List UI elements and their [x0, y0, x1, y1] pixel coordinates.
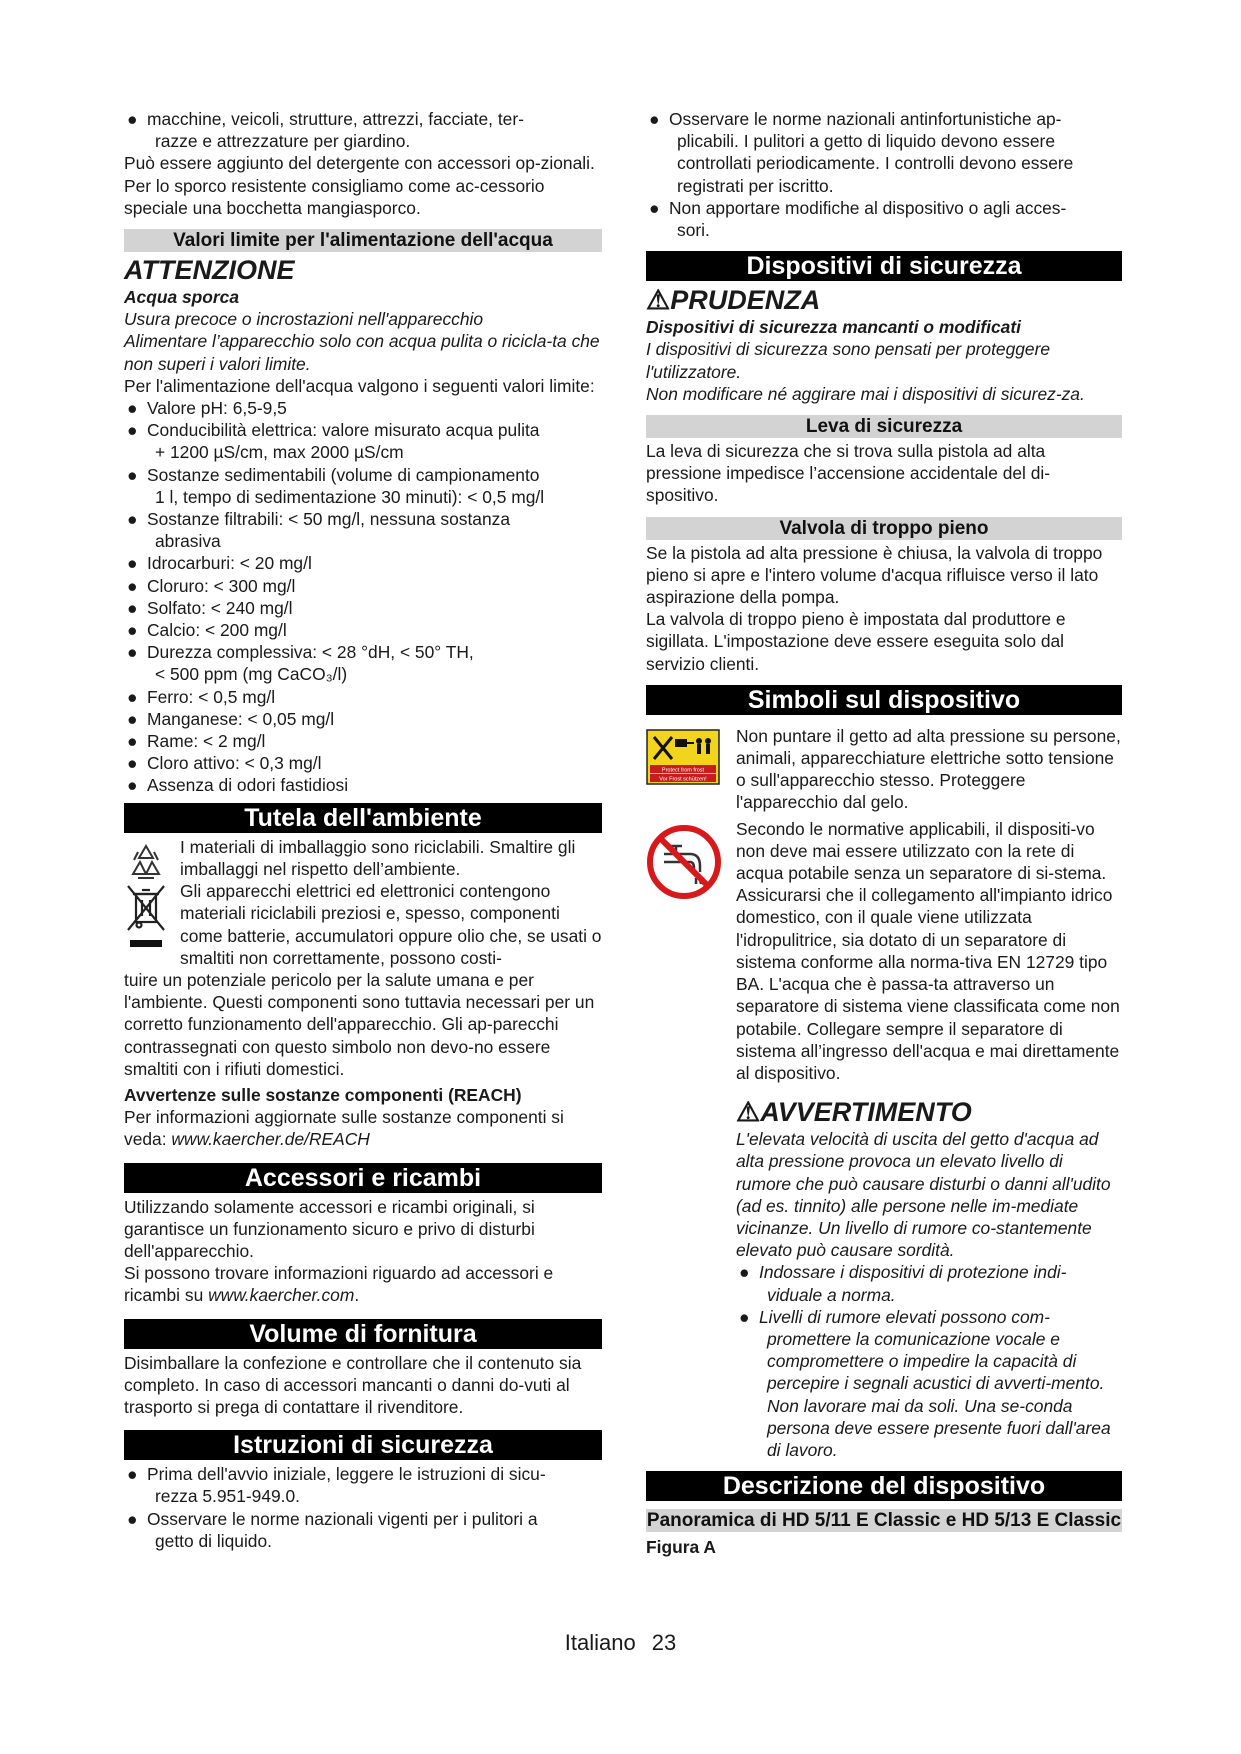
bullet-icon: ● [127, 1508, 138, 1529]
intro-list [124, 108, 602, 152]
bullet-icon: ● [649, 197, 660, 218]
accessories-text: Si possono trovare informazioni riguardo ad accessori e ricambi su www.kaercher.com. [124, 1263, 554, 1306]
section-heading-water-limits: Valori limite per l'alimentazione dell'acqua [124, 229, 602, 252]
bullet-icon: ● [127, 1464, 138, 1485]
crossed-bin-icon [124, 882, 168, 954]
bullet-icon: ● [127, 464, 138, 485]
bullet-icon: ● [739, 1262, 750, 1283]
warning-title: ⚠AVVERTIMENTO [736, 1097, 972, 1128]
section-heading-safety: Istruzioni di sicurezza [124, 1430, 602, 1460]
bullet-icon: ● [127, 509, 138, 530]
section-heading-safety-devices: Dispositivi di sicurezza [646, 251, 1122, 281]
limits-list [124, 397, 602, 797]
bullet-icon: ● [739, 1306, 750, 1327]
section-heading-supply: Volume di fornitura [124, 1319, 602, 1349]
list-item: ● Non apportare modifiche al dispositivo o agli acces- sori. [649, 197, 1067, 241]
section-heading-device-description: Descrizione del dispositivo [646, 1471, 1122, 1501]
footer-language: Italiano [564, 1630, 636, 1655]
warning-block [646, 1096, 1122, 1461]
section-heading-accessories: Accessori e ricambi [124, 1163, 602, 1193]
list-item: ● Manganese: < 0,05 mg/l [127, 708, 335, 729]
page-number: 23 [651, 1630, 677, 1655]
list-item: ● Idrocarburi: < 20 mg/l [127, 553, 312, 574]
label-text: Protect from frost [661, 767, 705, 774]
bullet-icon: ● [127, 775, 138, 796]
section-heading-symbols: Simboli sul dispositivo [646, 685, 1122, 715]
list-item: ● Indossare i dispositivi di protezione indi- viduale a norma. [739, 1262, 1067, 1305]
bullet-icon: ● [127, 553, 138, 574]
list-item: ● Durezza complessiva: < 28 °dH, < 50° TH, < 500 ppm (mg CaCO₃/l) [127, 642, 474, 685]
attention-title: ATTENZIONE [124, 255, 295, 286]
warning-triangle-icon: ⚠ [736, 1097, 761, 1128]
list-item: ● Cloruro: < 300 mg/l [127, 575, 296, 596]
list-item: ● Cloro attivo: < 0,3 mg/l [127, 753, 322, 774]
label-text: Vor Frost schützen! [659, 776, 707, 783]
caution-subtitle: Dispositivi di sicurezza mancanti o modificati [646, 317, 1021, 338]
safety-list [124, 1463, 602, 1552]
weee-notice: Gli apparecchi elettrici ed elettronici contengono materiali riciclabili preziosi e, spesso, componenti come batterie, accumulatori oppure olio che, se usati o smaltiti non correttamente, possono costi- [124, 880, 602, 969]
accessories-text: Utilizzando solamente accessori e ricambi originali, si garantisce un funzionamento sicuro e privo di disturbi dell'apparecchio. [124, 1196, 535, 1261]
symbol-row-jet: Protect from frost Vor Frost schützen! Non puntare il getto ad alta pressione su persone, animali, apparecchiature elettriche sotto tensione o sull'apparecchio stesso. Proteggere l'apparecchio dal gelo. [646, 725, 1122, 814]
valve-text: Se la pistola ad alta pressione è chiusa, la valvola di troppo pieno si apre e l'intero volume d'acqua rifluisce verso il lato aspirazione della pompa. [646, 542, 1103, 608]
section-heading-overview: Panoramica di HD 5/11 E Classic e HD 5/13 E Classic [646, 1510, 1122, 1532]
reach-title: Avvertenze sulle sostanze componenti (REACH) [124, 1084, 522, 1105]
bullet-icon: ● [127, 686, 138, 707]
attention-text: Usura precoce o incrostazioni nell'apparecchio [124, 309, 484, 330]
reach-link[interactable]: www.kaercher.de/REACH [171, 1129, 370, 1150]
section-heading-valve: Valvola di troppo pieno [646, 517, 1122, 540]
list-item: ● Sostanze filtrabili: < 50 mg/l, nessuna sostanza abrasiva [127, 509, 510, 552]
valve-text: La valvola di troppo pieno è impostata dal produttore e sigillata. L'impostazione deve essere eseguita solo dal servizio clienti. [646, 609, 1066, 674]
list-item: ● Calcio: < 200 mg/l [127, 620, 287, 641]
warning-triangle-icon: ⚠ [646, 285, 671, 316]
page-footer [0, 1630, 1241, 1656]
bullet-icon: ● [649, 109, 660, 129]
jet-warning-label-icon [646, 729, 720, 785]
list-item: ● Solfato: < 240 mg/l [127, 597, 293, 618]
caution-title: ⚠PRUDENZA [646, 285, 821, 316]
warning-text: L'elevata velocità di uscita del getto d'acqua ad alta pressione provoca un elevato livello di rumore che può causare disturbi o danni all'udito (ad es. tinnito) alle persone nelle im-mediate vicinanze. Un livello di rumore co-stantemente elevato può causare sordità. [736, 1129, 1111, 1261]
list-item: ● Ferro: < 0,5 mg/l [127, 686, 276, 707]
supply-text: Disimballare la confezione e controllare che il contenuto sia completo. In caso di accessori mancanti o danni do-vuti al trasporto si prega di contattare il rivenditore. [124, 1352, 582, 1417]
list-item: ● macchine, veicoli, strutture, attrezzi, facciate, ter- razze e attrezzature per giardino. [127, 109, 524, 152]
limits-intro: Per l'alimentazione dell'acqua valgono i seguenti valori limite: [124, 375, 595, 396]
warning-list [736, 1261, 1122, 1461]
bullet-icon: ● [127, 753, 138, 774]
symbol-row-potable-water: Secondo le normative applicabili, il dispositi-vo non deve mai essere utilizzato con la rete di acqua potabile senza un separatore di si-stema. Assicurarsi che il collegamento all'impianto idrico domestico, con il quale viene utilizzata l'idropulitrice, sia dotato di un separatore di sistema conforme alla norma-tiva EN 12729 tipo BA. L'acqua che è passa-ta attraverso un separatore di sistema viene classificata come non potabile. Collegare sempre il separatore di sistema all’ingresso dell'acqua e mai direttamente al dispositivo. [646, 818, 1122, 1084]
weee-text-cont: tuire un potenziale pericolo per la salute umana e per l'ambiente. Questi componenti sono tuttavia necessari per un corretto funzionamento dell'apparecchio. Gli ap-parecchi contrassegnati con questo simbolo non devo-no essere smaltiti con i rifiuti domestici. [124, 969, 595, 1079]
lever-text: La leva di sicurezza che si trova sulla pistola ad alta pressione impedisce l’accensione accidentale del di-spositivo. [646, 441, 1051, 506]
bullet-icon: ● [127, 597, 138, 618]
list-item: ● Valore pH: 6,5-9,5 [127, 398, 287, 419]
list-item: ● Rame: < 2 mg/l [127, 731, 266, 752]
list-item: ● Conducibilità elettrica: valore misurato acqua pulita + 1200 µS/cm, max 2000 µS/cm [127, 420, 540, 463]
list-item: ● Assenza di odori fastidiosi [127, 775, 349, 796]
list-item: ● Sostanze sedimentabili (volume di campionamento 1 l, tempo di sedimentazione 30 minuti): < 0,5 mg/l [127, 464, 545, 507]
bullet-icon: ● [127, 420, 138, 441]
safety-list [646, 108, 1122, 241]
bullet-icon: ● [127, 708, 138, 729]
list-item: ● Osservare le norme nazionali antinfortunistiche ap- plicabili. I pulitori a getto di liquido devono essere controllati periodicamente. I controlli devono essere registrati per iscritto. [649, 109, 1074, 196]
caution-text: Non modificare né aggirare mai i dispositivi di sicurez-za. [646, 383, 1085, 404]
left-column [124, 108, 602, 1552]
attention-subtitle: Acqua sporca [124, 287, 240, 308]
bullet-icon: ● [127, 731, 138, 752]
no-drinking-water-connection-icon [646, 824, 722, 900]
kaercher-link[interactable]: www.kaercher.com [208, 1285, 355, 1306]
bullet-icon: ● [127, 642, 138, 663]
right-column [646, 108, 1122, 1558]
intro-text: Può essere aggiunto del detergente con accessori op-zionali. Per lo sporco resistente consigliamo come ac-cessorio speciale una bocchetta mangiasporco. [124, 153, 595, 218]
recycle-notice: I materiali di imballaggio sono riciclabili. Smaltire gli imballaggi nel rispetto dell’ambiente. [124, 836, 602, 880]
recycle-icon [124, 840, 168, 884]
reach-text: Per informazioni aggiornate sulle sostanze componenti si veda: www.kaercher.de/REACH [124, 1107, 564, 1150]
bullet-icon: ● [127, 575, 138, 596]
attention-text: Alimentare l’apparecchio solo con acqua pulita o ricicla-ta che non superi i valori limite. [124, 331, 600, 374]
section-heading-lever: Leva di sicurezza [646, 415, 1122, 438]
bullet-icon: ● [127, 109, 138, 129]
list-item: ● Osservare le norme nazionali vigenti per i pulitori a getto di liquido. [127, 1508, 538, 1551]
bullet-icon: ● [127, 620, 138, 641]
caution-text: I dispositivi di sicurezza sono pensati per proteggere l'utilizzatore. [646, 339, 1051, 382]
figure-label: Figura A [646, 1537, 716, 1558]
list-item: ● Prima dell'avvio iniziale, leggere le istruzioni di sicu- rezza 5.951-949.0. [127, 1464, 546, 1507]
list-item: ● Livelli di rumore elevati possono com- promettere la comunicazione vocale e compromettere o impedire la capacità di percepire i segnali acustici di avverti-mento. Non lavorare mai da soli. Una se-conda persona deve essere presente fuori dall'area di lavoro. [739, 1306, 1111, 1460]
bullet-icon: ● [127, 398, 138, 419]
section-heading-environment: Tutela dell'ambiente [124, 803, 602, 833]
